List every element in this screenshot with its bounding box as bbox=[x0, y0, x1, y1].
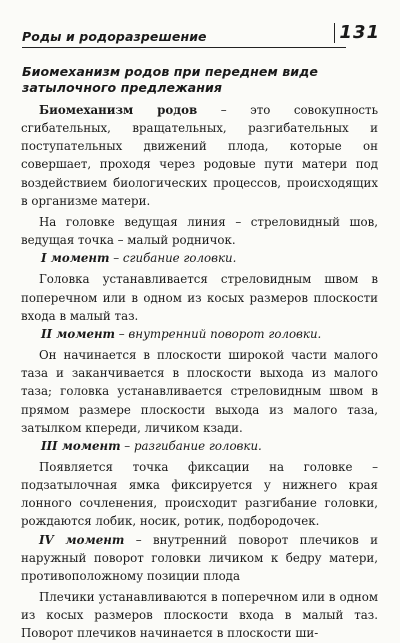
paragraph: Появляется точка фиксации на головке – подзатылочная ямка фиксируется у нижнего края лонного сочленения, происходит разгибание головки, рождаются лобик, носик, ротик, подбородочек. bbox=[21, 459, 378, 529]
moment-number: II момент bbox=[41, 326, 116, 341]
running-header bbox=[14, 14, 384, 48]
moment-number: III момент bbox=[41, 438, 121, 453]
running-header-title: Роды и родоразрешение bbox=[22, 29, 207, 44]
moment-title: – внутренний поворот головки. bbox=[115, 326, 322, 341]
moment-number: IV момент bbox=[39, 532, 125, 547]
paragraph: Плечики устанавливаются в поперечном или в одном из косых размеров плоскости входа в малый таз. Поворот плечиков начинается в плоскости ши- bbox=[21, 590, 378, 641]
moment-heading bbox=[21, 325, 378, 343]
body-text bbox=[21, 101, 378, 643]
section-heading-line-1: Биомеханизм родов при переднем виде bbox=[22, 64, 318, 79]
page-number: 131 bbox=[334, 23, 380, 43]
moment-heading bbox=[21, 437, 378, 455]
header-rule bbox=[22, 47, 346, 48]
paragraph: Он начинается в плоскости широкой части малого таза и заканчивается в плоскости выхода из малого таза; головка устанавливается стреловидным швом в прямом размере плоскости выхода из малого таза, затылком кпереди, личиком кзади. bbox=[21, 348, 378, 435]
moment-number: I момент bbox=[41, 251, 110, 266]
paragraph-text: – внутренний поворот плечиков и наружный поворот головки личиком к бедру матери, противоположному позиции плода bbox=[21, 532, 378, 583]
moment-title: – сгибание головки. bbox=[109, 251, 237, 266]
section-heading-line-2: затылочного предлежания bbox=[22, 80, 222, 95]
moment-title: – разгибание головки. bbox=[120, 438, 262, 453]
paragraph-text: – это совокупность сгибательных, вращательных, разгибательных и поступательных движений плода, которые он совершает, проходя через родовые пути матери под воздействием биологических процессов, происходящих в организме матери. bbox=[21, 103, 378, 208]
term-bold: Биомеханизм родов bbox=[39, 103, 198, 117]
paragraph: На головке ведущая линия – стреловидный шов, ведущая точка – малый родничок. bbox=[21, 214, 378, 248]
paragraph bbox=[21, 101, 378, 210]
moment-heading bbox=[21, 249, 378, 267]
section-heading bbox=[22, 64, 372, 96]
paragraph: Головка устанавливается стреловидным швом в поперечном или в одном из косых размеров плоскости входа в малый таз. bbox=[21, 272, 378, 323]
paragraph bbox=[21, 531, 378, 585]
